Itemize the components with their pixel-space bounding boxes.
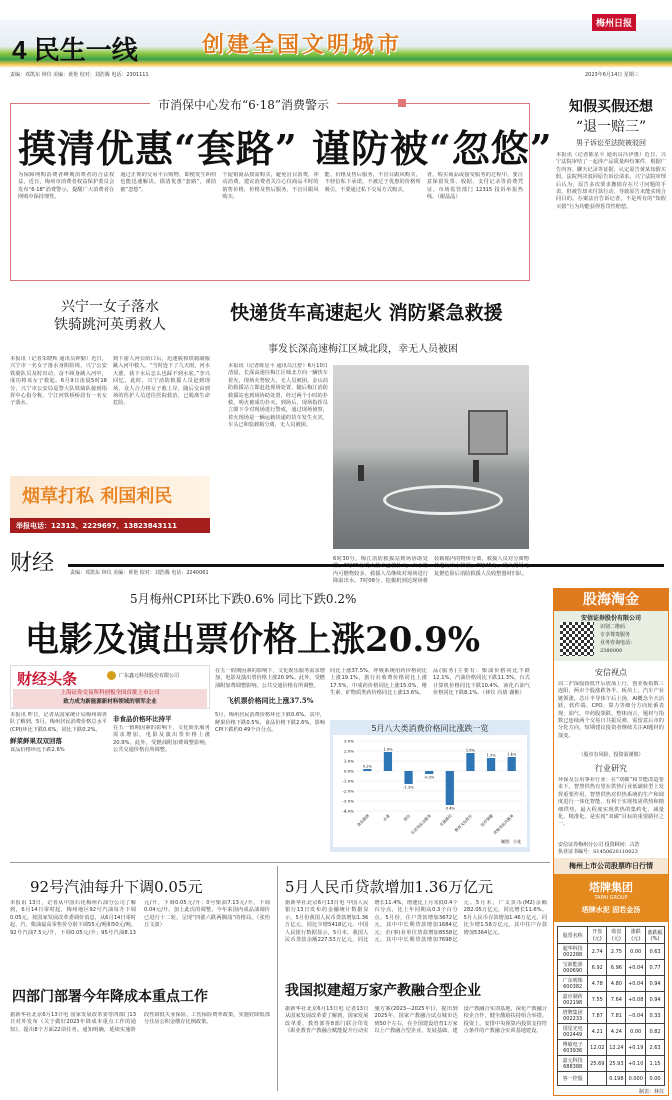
- table-cell: 2.75: [607, 944, 626, 960]
- bar-衣着: [384, 752, 392, 771]
- risk-note: （股市有风险，投资需谨慎）: [578, 752, 644, 758]
- table-row: [558, 1040, 665, 1056]
- loans-headline: 5月人民币贷款增加1.36万亿元: [285, 878, 493, 896]
- bar-其他用品及服务: [508, 757, 516, 771]
- table-cell: 宝新能源 000690: [558, 960, 588, 976]
- table-cell: +0.04: [626, 960, 646, 976]
- bar-居住: [404, 771, 412, 784]
- table-row: [558, 992, 665, 1008]
- table-cell: 广东明珠 600382: [558, 976, 588, 992]
- table-cell: 12.24: [607, 1040, 626, 1056]
- table-cell: −0.04: [626, 1008, 646, 1024]
- license: 执业证书编号：S1450620110023: [558, 849, 638, 855]
- table-cell: 6.96: [607, 960, 626, 976]
- table-header: 收盘(元): [607, 927, 626, 944]
- finance-kicker: 5月梅州CPI环比下跌0.6% 同比下跌0.2%: [130, 592, 357, 606]
- gas-body: 本报讯 13日，记者从中国石化梅州石油分公司了解到，6月14日零时起，梅州地区92号汽油每升下调0.05元。按国家发展改革委调价消息，从6月14日零时起，汽、柴油最高零售价分别下调55元/吨和50元/吨。92号汽油7.5元/升，下调0.05元/升；95号汽油8.13元/升，下调0.05元/升；0号柴油7.13元/升，下调0.04元/升。加上此次的调整，今年来国内成品油调价已进行十二轮，呈现“四涨六跌两搁浅”的格局。（张怡 丘文波）: [10, 900, 270, 936]
- x-category-label: 居住: [402, 813, 412, 823]
- column-tag-label: 财经头条: [17, 670, 78, 688]
- finance-body-right: 同比上涨37.5%，呼吸系统用药价格同比上涨19.1%，旅行社收费价格同比上涨17.5%，中成药价格同比上涨15.0%，维生素、矿物质类药价格同比上涨13.6%。 品(服务)主要有：柴油价格同比下跌12.1%，汽油价格同比下跌11.3%，台式计算机价格同比下跌10.4%，液化石油气价格同比下跌8.1%。（林仪 冯倩 谢彬）: [330, 668, 530, 697]
- divider: [10, 862, 550, 863]
- table-row: [558, 1056, 665, 1072]
- y-tick-label: -1.0%: [342, 778, 354, 784]
- table-row: [558, 1008, 665, 1024]
- table-header: 涨跌(元): [626, 927, 646, 944]
- x-category-label: 交通通信: [438, 813, 453, 828]
- y-tick-label: -2.0%: [342, 788, 354, 794]
- x-category-label: 医疗保健: [479, 813, 494, 828]
- bar-value-label: 1.3%: [486, 753, 496, 758]
- research-body: 环保及公用事业行业：在“双碳”和节能改造要求下，智慧供热有望在供热行业低碳转型上发挥重要作用。智慧供热对供热系统的生产和调度进行一体化智能，有利于实现按需供热和精细供热，最大程度实现供热的集约化、减量化、精准化，是实现“双碳”目标的重要路径之一。: [558, 777, 664, 828]
- brand-ad: 塔牌集团 TAPAI GROUP 塔牌水泥 固若金汤: [554, 874, 668, 922]
- advisor: 安信证券梅州分公司 投资顾问：古浩: [558, 842, 640, 848]
- table-cell: 0.94: [646, 976, 665, 992]
- bar-value-label: 1.4%: [507, 752, 517, 757]
- table-maker: 制表：林仪: [638, 1089, 664, 1095]
- table-cell: 2.63: [646, 1040, 665, 1056]
- bar-value-label: -0.3%: [424, 775, 435, 780]
- edu-body: 据新华社北京6月13日电 记者13日从国家发展改革委了解到，国家发展改革委、教育部等8部门联合印发《职业教育产教融合赋能提升行动实施方案(2023—2025年)》，提出到2025年，国家产教融合试点城市达到50个左右，在全国建设培育1万家以上产教融合型企业。发展基础，建设产教融合实训基地，深化产教融合校企合作，健全激励扶持组合举措。投资上，安排中央预算内投资支持符合条件的产教融合实训基地建设。: [285, 1006, 547, 1035]
- table-cell: 0.00: [626, 1024, 646, 1040]
- table-cell: 12.02: [588, 1040, 607, 1056]
- broker-ad: 安信证券股份有限公司 识别二维码 专享尊贵服务 业务咨询电话： 2380000: [554, 611, 668, 661]
- fire-caption: 6时30分，梅江消防救援站到场协助处 内可燃物较多，救援人员继续对现场进行降温出水。7时08分，挖掘机到达现场将装载箱内的物体分离，救援人员对分离物 复燃危险后消防救援人员收整器材归队。: [333, 556, 529, 585]
- table-cell: +0.10: [626, 1056, 646, 1072]
- section-rule: [68, 564, 664, 567]
- view-title: 安信视点: [595, 668, 627, 677]
- cost-body: 据新华社北京6月13日电 国家发展改革委等四部门13日对外发布《关于做好2023年降成本重点工作的通知》，提出8个方面22项任务。通知明确，延续实施阶段性降低失业保险、工伤保险费率政策，实施好降低部分住房公积金缴存比例政策。: [10, 1012, 270, 1033]
- fire-body: 本报讯（记者陈星平 通讯员江舒）6月10日清晨，长深高速往梅江区城北方向一辆快车着火，现场火势较大，无人员被困。金山消防救援站立即赶赴现场处置，随后梅江消防救援站也到场协助处置，经过两个小时的扑救，明火被成功扑灭。到场后，现场指挥员立即下令对现场进行警戒，通过现场侦察，着火现场是一辆运载快递的货车发生火灾，车头已和装载箱分离，无人员被困。: [228, 363, 328, 429]
- bar-value-label: 0.2%: [362, 764, 372, 769]
- stock-table: [557, 926, 665, 1086]
- rescue-headline-1: 兴宁一女子落水: [61, 299, 159, 315]
- table-row: [558, 1072, 665, 1086]
- finance-editor-credits: 责编：邓凯东 林仪 美编：黄艳 校对：刘浩腾 电话：2240061: [70, 570, 209, 576]
- sponsor-logo-icon: [107, 671, 116, 680]
- table-cell: 嘉应制药 002198: [558, 992, 588, 1008]
- x-category-label: 生活用品及服务: [409, 813, 432, 836]
- view-body: 周二沪深股指低开后震荡上行，创业板指数三连阳，两市个股涨跌各半。板块上，汽车产业链领涨，芯片半导体午后上扬，AI概念全天活跃，软件端、CPO、算力等细分方向轮番表现，油气、中药股领跌。整体而言，题材与指数已连续两个交易日共振反弹，需留意后市的分化方向，短期建议投资者继续关注AI题材的演变。: [558, 681, 664, 739]
- table-cell: 0.63: [646, 944, 665, 960]
- lead-kicker: 市消保中心发布“6·18”消费警示: [150, 96, 337, 113]
- table-cell: 6.92: [588, 960, 607, 976]
- newspaper-logo: 梅州日报: [592, 14, 636, 31]
- table-cell: 7.81: [607, 1008, 626, 1024]
- lead-body: 为保障网购消费者峰期消费者的合法权益，近日，梅州市消费者权益保护委员会发布“6·18”消费警示，提醒广大消费者在网购中保持理性。 通过正规的交易平台购物，即便发生纠纷也能迅速解决。摸清优惠“套路”，谨防被“忽悠”。 干促销商品按需购买，避免盲目消费，冲动消费。建议消费者关注心仪商品平时的销售价格，价格及售后服务，不盲目跟风购买。 能、价格及售后服务，不盲目跟风购买，不轻信私下承诺，不被过于优惠的价格所吸引，不要通过私下交易方式购买。 者，购买商品或接受服务的过程中，要注意保留发票、收据、支付记录等消费凭证。市场监管部门 12315 投诉举报热线。（谢晶晶）: [18, 172, 524, 201]
- lead-headline: 摸清优惠“套路” 谨防被“忽悠”: [18, 126, 553, 171]
- table-cell: 国星光电 002449: [558, 1024, 588, 1040]
- bar-交通通信: [446, 771, 454, 805]
- finance-body-left: 本报讯 昨日，记者从国家统计局梅州调查队了解到，5月，梅州居民消费价格总水平(CPI)环比下跌0.6%，同比下跌0.2%。 鲜菜鲜果双双回落 食品价格环比下跌2.6% 非食品价格环比持平 在五一假期因素的影响下，文化娱乐服务需求增加，电影及演出票价格上涨20.9%。此外，受燃油附加费调整影响，公共交通价格有所调整。: [10, 712, 210, 754]
- table-cell: 7.64: [607, 992, 626, 1008]
- table-cell: +0.19: [626, 1040, 646, 1056]
- chart-source: 制图：小花: [501, 839, 521, 844]
- table-cell: 7.55: [588, 992, 607, 1008]
- side-body: 本报讯（记者陈星平 通讯员冯伊惠）近日，兴宁法院审结了一起涉产品质量纠纷案件，根据广告内容、聊天记录等证据，认定原告黄某知假买假，法院判决驳回原告诉讼请求。兴宁法院审理后认为，原告多次要求撤销存在尺寸问题的手表，但被告却未付款行动，导致原告未能实现合同目的。办案法官告诉记者，不是所有的“知假买假”行为均能获得惩罚性赔偿。: [556, 152, 666, 210]
- table-cell: 0.77: [646, 960, 665, 976]
- bar-医疗保健: [487, 758, 495, 771]
- finance-section-title: 财经: [10, 550, 55, 575]
- chart-title: 5月八大类消费价格同比涨跌一览: [371, 724, 489, 733]
- table-row: [558, 960, 665, 976]
- x-category-label: 衣着: [381, 813, 391, 823]
- finance-headline: 电影及演出票价格上涨20.9%: [25, 620, 481, 660]
- y-tick-label: 0.0%: [343, 768, 354, 774]
- x-category-label: 教育文化娱乐: [453, 813, 474, 833]
- editor-credits: 责编：邓凯东 林仪 美编：黄艳 校对：刘浩腾 电话：2301111: [10, 72, 149, 78]
- table-header: 涨跌幅(%): [646, 927, 665, 944]
- bar-食品烟酒: [363, 769, 371, 771]
- gas-headline: 92号汽油每升下调0.05元: [30, 878, 203, 896]
- tobacco-ad-slogan: 烟草打私 利国利民: [22, 486, 173, 507]
- quotes-title: 梅州上市公司股票昨日行情: [554, 858, 668, 874]
- table-row: [558, 944, 665, 960]
- table-cell: 客一控股: [558, 1072, 588, 1086]
- rescue-headline-2: 铁骑跳河英勇救人: [54, 317, 166, 333]
- side-subhead: 男子诉讼至法院被驳回: [576, 139, 646, 147]
- page-section-title: 4 民生一线: [12, 35, 138, 65]
- bar-value-label: -3.4%: [444, 806, 455, 811]
- table-cell: 4.21: [588, 1024, 607, 1040]
- table-cell: 4.78: [588, 976, 607, 992]
- fire-subhead: 事发长深高速梅江区城北段，幸无人员被困: [268, 344, 458, 355]
- y-tick-label: -3.0%: [342, 798, 354, 804]
- table-cell: +0.08: [626, 992, 646, 1008]
- table-cell: [588, 1072, 607, 1086]
- y-tick-label: 2.0%: [343, 748, 354, 754]
- table-cell: 0.33: [646, 1008, 665, 1024]
- campaign-slogan: 创建全国文明城市: [202, 33, 403, 58]
- table-cell: 0.82: [646, 1024, 665, 1040]
- table-cell: 7.87: [588, 1008, 607, 1024]
- sponsor-name: 广东鑫元科技股份有限公司: [119, 673, 180, 679]
- sponsor-tagline: 上海证券交易所科创板全国首批上市公司 致力成为新能源新材料领域的领军企业: [13, 689, 207, 708]
- bar-value-label: -1.3%: [403, 785, 414, 790]
- side-headline-2: “退一赔三”: [575, 119, 647, 135]
- table-cell: 0.000: [626, 1072, 646, 1086]
- fire-headline: 快递货车高速起火 消防紧急救援: [230, 302, 503, 324]
- bar-value-label: 1.8%: [465, 748, 476, 753]
- bar-教育文化娱乐: [466, 753, 474, 771]
- table-cell: 25.93: [607, 1056, 626, 1072]
- qr-code-icon[interactable]: [560, 622, 594, 656]
- divider: [277, 866, 278, 1091]
- finance-body-mid: 在五一假期因素的影响下，文化娱乐服务需求增加，电影及演出票价格上涨20.9%。此外，受燃油附加费调整影响，公共交通价格有所调整。 飞机票价格同比上涨37.5% 5月，梅州居民消费价格环比下跌0.6%。其中，鲜果价格下跌0.5%，食品价格下跌2.6%，影响CPI下跌约0.49个百分点。: [215, 668, 325, 734]
- table-cell: 塔牌集团 002233: [558, 1008, 588, 1024]
- table-cell: +0.04: [626, 976, 646, 992]
- table-cell: 0.00: [626, 944, 646, 960]
- market-sidebar: [553, 588, 669, 1096]
- tobacco-ad-hotline: 举报电话：12313、2229697、13823843111: [10, 518, 210, 533]
- x-category-label: 食品烟酒: [355, 813, 371, 828]
- bar-生活用品及服务: [425, 771, 433, 774]
- table-cell: 0.00: [646, 1072, 665, 1086]
- table-header: 股票名称: [558, 927, 588, 944]
- rescue-body: 本报讯（记者朱晓辉 通讯员钟勤）近日，兴宁市一名女子落水身陷险境，兴宁公安铁骑队员及时出动，奋不顾身跳入河中，成功将该女子救起。6月9日凌晨5时18分，兴宁市公安局巡警大队铁骑队接到指挥中心指令称，宁江河铁桥桥段有一名女子落水。 到下游人河台阶口后，迅速脱掉铁骑制服跳入河中救人。“当时连下了几天雨，河水大涨，我下水后怎么也踩不到水底。”李兴回忆。此时，兴宁消防救援人员赶到现场，众人合力将女子救上岸，随后交由到场的医护人员送往医院救治，已脱离生命危险。: [10, 356, 210, 407]
- finance-column-tag: [10, 665, 210, 709]
- issue-date: 2023年6月14日 星期三: [585, 72, 639, 78]
- tobacco-ad: [10, 476, 210, 533]
- research-title: 行业研究: [595, 764, 627, 773]
- x-category-label: 其他用品及服务: [492, 813, 515, 836]
- table-cell: 博敏电子 603936: [558, 1040, 588, 1056]
- y-tick-label: 3.0%: [343, 738, 354, 744]
- table-cell: 4.24: [607, 1024, 626, 1040]
- table-cell: 0.94: [646, 992, 665, 1008]
- truck-fire-photo: [333, 365, 529, 549]
- table-cell: 4.80: [607, 976, 626, 992]
- y-tick-label: -4.0%: [342, 808, 354, 814]
- table-cell: 1.15: [646, 1056, 665, 1072]
- table-cell: 0.198: [607, 1072, 626, 1086]
- bar-value-label: 1.9%: [383, 747, 393, 752]
- cost-headline: 四部门部署今年降成本重点工作: [12, 989, 208, 1005]
- table-row: [558, 976, 665, 992]
- table-cell: 25.69: [588, 1056, 607, 1072]
- y-tick-label: 1.0%: [343, 758, 354, 764]
- edu-headline: 我国拟建超万家产教融合型企业: [285, 983, 481, 999]
- kicker-marker: [398, 99, 406, 107]
- loans-body: 据新华社北京6月13日电 中国人民银行13日发布的金融统计数据显示，5月份我国人民币贷款增加1.36万亿元，同比少增5418亿元。中国人民银行数据显示，5月末，我国人民币贷款余额227.53万亿元，同比增长11.4%，增速比上月末低0.4个百分点，比上年同期高0.3个百分点。5月份，住户贷款增加3672亿元，其中中长期贷款增加1684亿元；企(事)业单位贷款增加8558亿元，其中中长期贷款增加7698亿元。5月末，广义货币(M2)余额282.05万亿元，同比增长11.6%。5月人民币存款增加1.46万亿元，同比少增1.58万亿元。其中住户存款增加5364亿元。: [285, 900, 547, 944]
- table-cell: 超华科技 002288: [558, 944, 588, 960]
- table-row: [558, 1024, 665, 1040]
- market-title: 股海淘金: [554, 589, 668, 611]
- table-cell: 2.74: [588, 944, 607, 960]
- table-cell: 嘉元科技 688388: [558, 1056, 588, 1072]
- side-headline-1: 知假买假还想: [569, 99, 653, 115]
- cpi-chart: [330, 720, 530, 852]
- table-header: 开盘(元): [588, 927, 607, 944]
- chart-plot: [333, 735, 527, 847]
